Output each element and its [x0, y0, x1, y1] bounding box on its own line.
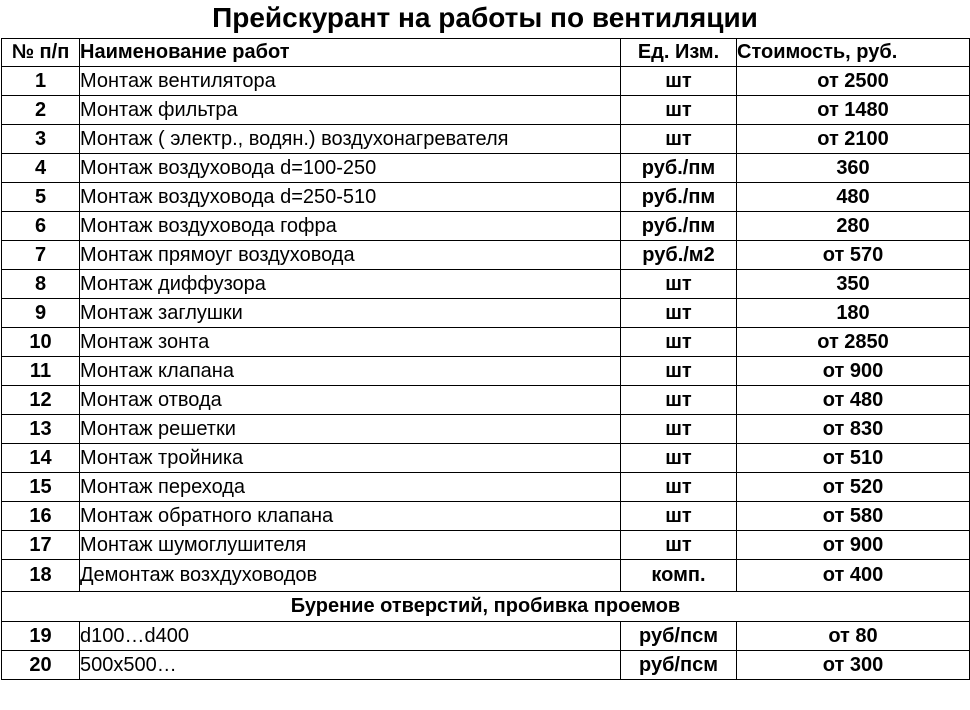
row-cost: от 830: [737, 415, 970, 444]
table-row: [2, 560, 970, 592]
row-num: 15: [2, 473, 80, 502]
row-cost: от 520: [737, 473, 970, 502]
row-unit: шт: [621, 444, 737, 473]
row-unit: шт: [621, 531, 737, 560]
row-name: Демонтаж возхдуховодов: [80, 560, 621, 592]
row-num: 2: [2, 96, 80, 125]
table-row: [2, 125, 970, 154]
header-unit: Ед. Изм.: [621, 39, 737, 67]
row-name: Монтаж ( электр., водян.) воздухонагревателя: [80, 125, 621, 154]
row-num: 16: [2, 502, 80, 531]
row-cost: 280: [737, 212, 970, 241]
row-name: Монтаж клапана: [80, 357, 621, 386]
row-num: 18: [2, 560, 80, 592]
row-unit: комп.: [621, 560, 737, 592]
row-cost: от 300: [737, 651, 970, 680]
price-table: [1, 38, 970, 680]
row-unit: руб./м2: [621, 241, 737, 270]
row-cost: 350: [737, 270, 970, 299]
row-cost: 180: [737, 299, 970, 328]
row-unit: шт: [621, 386, 737, 415]
row-name: Монтаж решетки: [80, 415, 621, 444]
row-unit: шт: [621, 328, 737, 357]
row-num: 13: [2, 415, 80, 444]
row-cost: от 900: [737, 531, 970, 560]
row-cost: от 400: [737, 560, 970, 592]
row-unit: руб./пм: [621, 154, 737, 183]
table-row: [2, 531, 970, 560]
row-name: Монтаж воздуховода d=100-250: [80, 154, 621, 183]
row-unit: руб/псм: [621, 651, 737, 680]
row-unit: шт: [621, 299, 737, 328]
row-name: Монтаж воздуховода d=250-510: [80, 183, 621, 212]
header-cost: Стоимость, руб.: [737, 39, 970, 67]
row-unit: шт: [621, 473, 737, 502]
row-cost: от 2100: [737, 125, 970, 154]
table-row: [2, 444, 970, 473]
row-unit: шт: [621, 270, 737, 299]
header-name: Наименование работ: [80, 39, 621, 67]
row-num: 6: [2, 212, 80, 241]
row-unit: шт: [621, 96, 737, 125]
row-num: 20: [2, 651, 80, 680]
row-unit: шт: [621, 415, 737, 444]
section-header-row: [2, 592, 970, 622]
row-num: 19: [2, 622, 80, 651]
row-cost: от 2850: [737, 328, 970, 357]
table-row: [2, 328, 970, 357]
table-row: [2, 415, 970, 444]
row-cost: от 580: [737, 502, 970, 531]
row-cost: от 570: [737, 241, 970, 270]
table-row: [2, 183, 970, 212]
row-name: Монтаж обратного клапана: [80, 502, 621, 531]
section-title: Бурение отверстий, пробивка проемов: [2, 592, 970, 622]
row-name: 500x500…: [80, 651, 621, 680]
row-name: d100…d400: [80, 622, 621, 651]
row-name: Монтаж перехода: [80, 473, 621, 502]
row-unit: руб/псм: [621, 622, 737, 651]
table-row: [2, 473, 970, 502]
page-title: Прейскурант на работы по вентиляции: [212, 2, 758, 33]
row-num: 7: [2, 241, 80, 270]
table-row: [2, 299, 970, 328]
row-name: Монтаж зонта: [80, 328, 621, 357]
row-cost: от 80: [737, 622, 970, 651]
table-row: [2, 96, 970, 125]
row-unit: руб./пм: [621, 183, 737, 212]
row-num: 10: [2, 328, 80, 357]
table-row: [2, 154, 970, 183]
row-cost: 360: [737, 154, 970, 183]
row-name: Монтаж заглушки: [80, 299, 621, 328]
table-row: [2, 651, 970, 680]
row-unit: шт: [621, 67, 737, 96]
table-row: [2, 270, 970, 299]
row-num: 12: [2, 386, 80, 415]
table-row: [2, 357, 970, 386]
row-name: Монтаж вентилятора: [80, 67, 621, 96]
row-cost: от 900: [737, 357, 970, 386]
row-name: Монтаж шумоглушителя: [80, 531, 621, 560]
table-row: [2, 502, 970, 531]
row-unit: руб./пм: [621, 212, 737, 241]
header-num: № п/п: [2, 39, 80, 67]
row-cost: от 1480: [737, 96, 970, 125]
row-cost: от 510: [737, 444, 970, 473]
row-num: 3: [2, 125, 80, 154]
row-num: 1: [2, 67, 80, 96]
row-num: 5: [2, 183, 80, 212]
row-name: Монтаж воздуховода гофра: [80, 212, 621, 241]
row-name: Монтаж фильтра: [80, 96, 621, 125]
row-cost: 480: [737, 183, 970, 212]
row-num: 9: [2, 299, 80, 328]
row-unit: шт: [621, 357, 737, 386]
row-name: Монтаж отвода: [80, 386, 621, 415]
row-unit: шт: [621, 502, 737, 531]
table-row: [2, 67, 970, 96]
table-row: [2, 212, 970, 241]
row-num: 4: [2, 154, 80, 183]
row-unit: шт: [621, 125, 737, 154]
table-header: [2, 39, 970, 67]
table-row: [2, 386, 970, 415]
row-cost: от 2500: [737, 67, 970, 96]
table-row: [2, 241, 970, 270]
row-num: 11: [2, 357, 80, 386]
row-cost: от 480: [737, 386, 970, 415]
row-name: Монтаж прямоуг воздуховода: [80, 241, 621, 270]
row-name: Монтаж тройника: [80, 444, 621, 473]
row-num: 8: [2, 270, 80, 299]
table-row: [2, 622, 970, 651]
row-num: 17: [2, 531, 80, 560]
row-num: 14: [2, 444, 80, 473]
row-name: Монтаж диффузора: [80, 270, 621, 299]
